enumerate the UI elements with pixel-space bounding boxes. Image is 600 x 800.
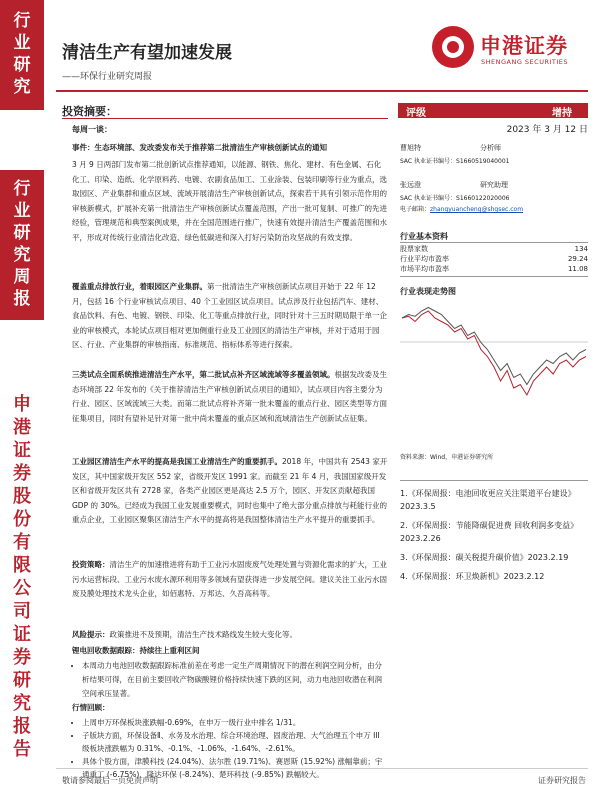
divider (400, 242, 588, 243)
paragraph-4 (72, 455, 388, 528)
table-row (400, 244, 588, 254)
rail-char: 有 (13, 532, 31, 553)
rating-bar (398, 103, 588, 118)
page-subtitle: ——环保行业研究周报 (62, 72, 153, 82)
rail-char: 行 (13, 11, 31, 31)
market-list (72, 716, 388, 781)
analyst-1 (400, 143, 588, 153)
related-item[interactable]: 2.《环保周报：节能降碳促进费 回收利润多变益》2023.2.26 (400, 521, 579, 543)
rail-char: 究 (13, 693, 31, 714)
rail-char: 券 (13, 463, 31, 484)
rail-char: 研 (13, 223, 31, 243)
email-label: 电子邮箱： (400, 206, 431, 213)
analyst-cert: SAC 执业证书编号：S1660122020006 (400, 195, 510, 202)
related-item[interactable]: 1.《环保周报：电池回收更应关注渠道平台建设》2023.3.5 (400, 489, 576, 511)
trend-chart (400, 298, 588, 408)
paragraph-4-lead: 工业园区清洁生产水平的提高是我国工业清洁生产的重要抓手。 (72, 457, 282, 466)
rail-char: 申 (13, 394, 31, 415)
paragraph-5 (72, 558, 388, 602)
footer-disclaimer: 敬请参阅最后一页免责声明 (62, 776, 158, 785)
analyst-2 (400, 180, 588, 190)
row-label: 行业平均市盈率 (400, 255, 449, 263)
rail-char: 港 (13, 417, 31, 438)
list-item: • 上周申万环保板块涨跌幅-0.69%，在申万一级行业中排名 1/31。 (82, 716, 388, 729)
paragraph-3 (72, 368, 388, 426)
paragraph-3-text: 根据发改委及生态环境部 22 年发布的《关于推荐清洁生产审核创新试点项目的通知》，试点项目内容主要分为行业、园区、区域流域三大类。而第二批试点将补齐第一批未覆盖的重点行业、园区类型等方面征集项目，同时有望补足针对第一批中尚未覆盖的重点区域和流域清洁生产创新试点征集。 (72, 370, 387, 423)
table-row (400, 264, 588, 274)
footer-rule (56, 768, 588, 769)
paragraph-4-text: 2018 年，中国共有 2543 家开发区，其中国家级开发区 552 家，省级开发区 1991 家。而截至 21 年 4 月，我国国家级开发区和省级开发区共有 2728 家，各类产业园区更是高达 2.5 万个，园区、开发区贡献超我国 GDP 的 30%。已经成为我国工业发展重要模式，同时也集中了绝大部分重点排放与耗能行业的重点企业，工业园区聚集区清洁生产水平的提高将是我国整体清洁生产水平提升的重要抓手。 (72, 457, 388, 524)
risk (72, 627, 388, 642)
rail-mid (0, 170, 44, 320)
battery-heading: 锂电回收数据跟踪：持续往上重利区间 (72, 646, 200, 655)
summary-rule (62, 118, 388, 119)
analyst-cert: SAC 执业证书编号：S1660519040001 (400, 158, 510, 165)
event-lead: 事件：生态环境部、发改委发布关于推荐第二批清洁生产审核创新试点的通知 (72, 143, 327, 152)
row-value: 134 (574, 245, 588, 253)
row-value: 29.24 (567, 255, 588, 263)
rating-label: 评级 (406, 108, 426, 119)
rail-char: 业 (13, 201, 31, 221)
table-row (400, 254, 588, 264)
list-item: • 子版块方面，环保设备Ⅱ、水务及水治理、综合环境治理、固废治理、大气治理五个申万 III 级板块涨跌幅为 0.31%、-0.1%、-1.06%、-1.64%、-2.61%。 (82, 729, 388, 755)
rail-char: 股 (13, 486, 31, 507)
trend-source: 资料来源：Wind，申港证券研究所 (400, 454, 494, 461)
list-item: • 具体个股方面，津膜科技 (24.04%)、法尔胜 (19.71%)、赛恩斯 (15.92%) 涨幅靠前；宇通重工 (-6.75%)、隆达环保 (-8.24%)、楚环科技 (-9.85%) 跌幅较大。 (82, 755, 388, 781)
rail-char: 究 (13, 245, 31, 265)
analyst-name: 张远澄 (400, 181, 421, 189)
footer-label: 证券研究报告 (538, 776, 586, 785)
rail-char: 证 (13, 624, 31, 645)
series-line-2 (402, 308, 586, 385)
divider (400, 276, 588, 277)
risk-lead: 风险提示： (72, 630, 110, 639)
weekly-label: 每周一谈： (72, 125, 112, 134)
summary-heading: 投资摘要： (62, 105, 117, 118)
rail-char: 业 (13, 33, 31, 53)
rail-char: 券 (13, 647, 31, 668)
rail-char: 报 (13, 716, 31, 737)
logo-subtext: SHENGANG SECURITIES (481, 58, 569, 66)
related-reports (400, 487, 588, 583)
divider (400, 480, 588, 481)
report-date: 2023 年 3 月 12 日 (506, 125, 588, 135)
analyst-role: 研究助理 (480, 181, 508, 189)
rail-bottom (0, 385, 44, 765)
trend-heading: 行业表现走势图 (400, 287, 456, 296)
battery-list (72, 659, 388, 701)
related-item[interactable]: 3.《环保周报：碳关税提升碳价值》2023.2.19 (400, 553, 569, 562)
list-item: • 本周动力电池回收数据跟踪标准前差在考虑一定生产周期情况下的潜在利润空间分析，由分析结果可得，在目前主要回收产物碳酸锂价格持续快速下跌的区间，动力电池回收潜在利润空间承压显著。 (82, 659, 388, 701)
rail-char: 研 (13, 55, 31, 75)
rail-char: 研 (13, 670, 31, 691)
rail-char: 限 (13, 555, 31, 576)
paragraph-3-lead: 三类试点全面系统推进清洁生产水平，第二批试点补齐区域流域等多覆盖领域。 (72, 370, 335, 379)
rail-char: 周 (13, 267, 31, 287)
header-rule (56, 90, 588, 92)
market-heading: 行情回顾： (72, 703, 110, 712)
rail-char: 告 (13, 739, 31, 760)
rail-char: 行 (13, 179, 31, 199)
paragraph-1: 3 月 9 日两部门发布第二批创新试点推荐通知，以能源、钢铁、焦化、建材、有色金属、石化化工、印染、造纸、化学原料药、电镀、农副食品加工、工业涂装、包装印刷等行业为重点，选取园区、产业集群和重点区域、流域开展清洁生产审核创新试点，探索若干具有引领示范作用的审核新模式，扩展补充第一批清洁生产审核创新试点覆盖范围，产出一批可复制、可推广的先进经验，管理规范和典型案例成果，并在全国范围进行推广，快速有效提升清洁生产覆盖范围和水平，形成对传统行业清洁化改造、绿色低碳进和深入打好污染防治攻坚战的有效支撑。 (72, 160, 387, 242)
rail-char: 究 (13, 77, 31, 97)
rail-top (0, 0, 44, 110)
paragraph-5-lead: 投资策略： (72, 560, 110, 569)
paragraph-5-text: 清洁生产的加速推进将有助于工业污水固废废气处理处置与资源化需求的扩大，工业污水运营标段、工业污水废水源环利用等多领域有望获得进一步发展空间。建议关注工业污水固废及膜处理技术龙头企业，如佰惠特、万邦达、久吾高科等。 (72, 560, 387, 598)
email-link[interactable]: zhangyuancheng@shgsec.com (430, 206, 524, 213)
logo-text: 申港证券 (480, 34, 568, 58)
analyst-name: 曹旭特 (400, 144, 421, 152)
row-value: 11.08 (567, 265, 588, 273)
paragraph-2-lead: 覆盖重点排放行业，着眼园区产业集群。 (72, 282, 207, 291)
paragraph-2-text: 第一批清洁生产审核创新试点项目开始于 22 年 12 月，包括 16 个行业审核试点项目、40 个工业园区试点项目。试点涉及行业包括汽车、建材、食品饮料、有色、电镀、钢铁、印染、化工等重点排放行业，同时针对十三五时期局限于单一企业的审核模式，本轮试点项目相对更加侧重行业及工业园区的清洁生产审核，并对于适用于园区、行业、产业集群的审核指南、标准规范、指标体系等进行探索。 (72, 282, 387, 349)
industry-heading: 行业基本资料 (400, 232, 448, 241)
risk-text: 政策推进不及预期，清洁生产技术路线发生较大变化等。 (109, 630, 297, 639)
analyst-role: 分析师 (480, 144, 501, 152)
rail-char: 公 (13, 578, 31, 599)
logo-icon (432, 26, 474, 68)
row-label: 市场平均市盈率 (400, 265, 449, 273)
row-label: 股票家数 (400, 245, 428, 253)
rail-char: 报 (13, 289, 31, 309)
rail-char: 证 (13, 440, 31, 461)
related-item[interactable]: 4.《环保周报：环卫焕新机》2023.2.12 (400, 572, 545, 581)
paragraph-2 (72, 280, 388, 353)
analyst-email-row (400, 204, 588, 213)
rating-value: 增持 (552, 108, 572, 119)
rail-char: 份 (13, 509, 31, 530)
page-title: 清洁生产有望加速发展 (62, 43, 232, 63)
trend-lines (402, 308, 586, 396)
rail-char: 司 (13, 601, 31, 622)
industry-table (400, 244, 588, 274)
series-line-1 (402, 311, 586, 395)
